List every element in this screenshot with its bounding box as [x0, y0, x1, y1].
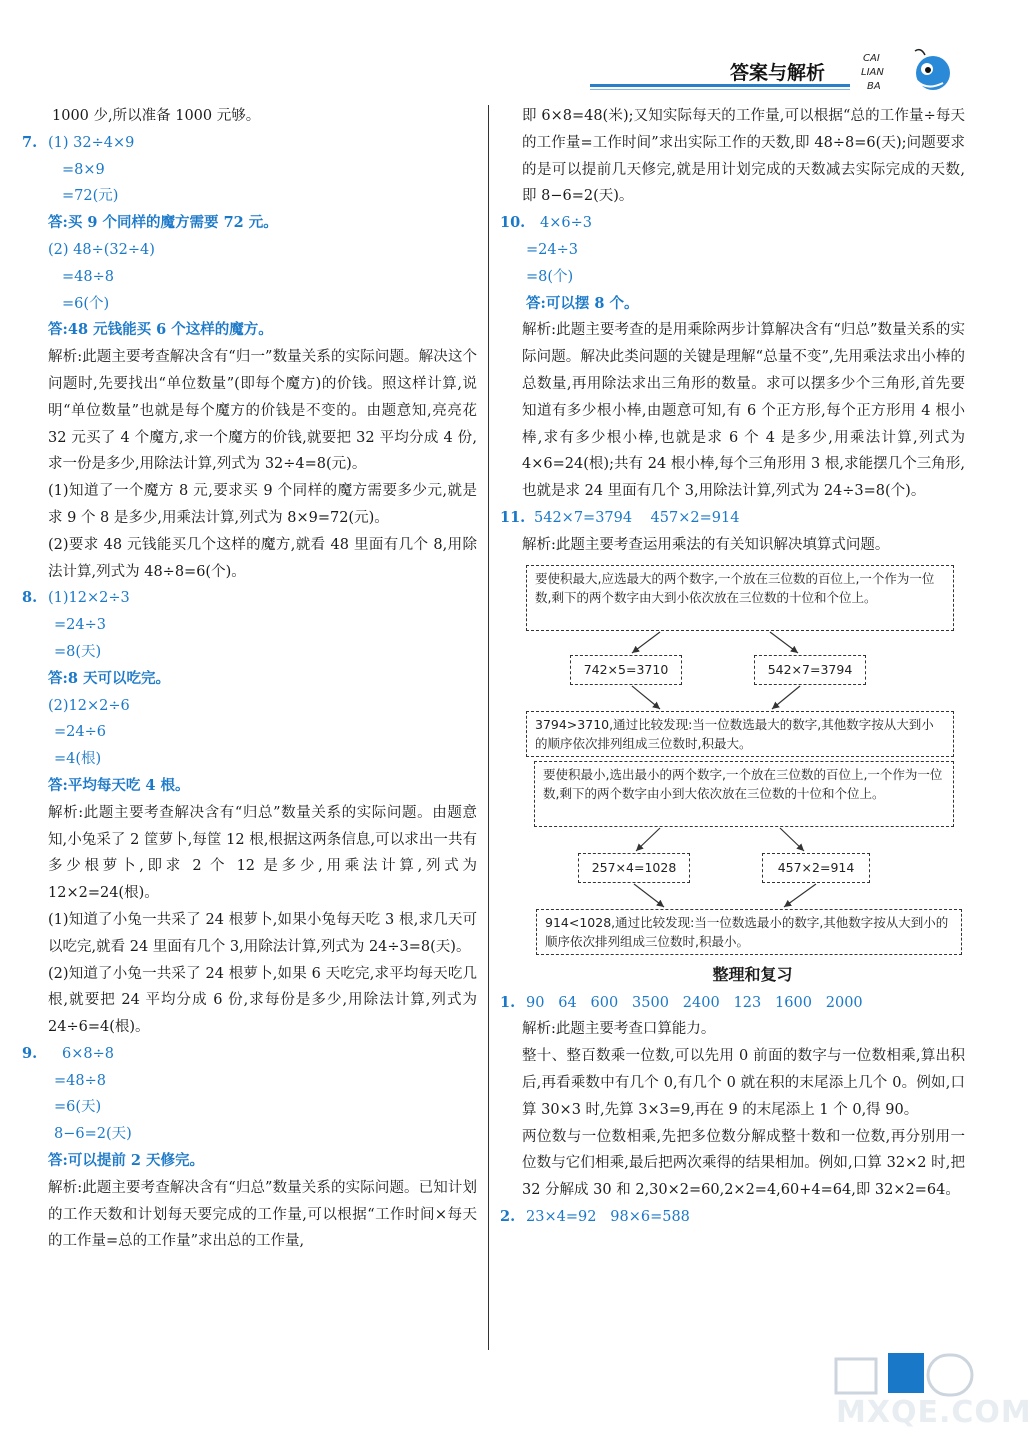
flow-box-max-result: 3794>3710,通过比较发现:当一位数选最大的数字,其他数字按从大到小的顺序依次排列组成三位数时,积最大。 [526, 711, 954, 757]
flow-box-742x5: 742×5=3710 [570, 655, 682, 685]
flow-box-max-rule: 要使积最大,应选最大的两个数字,一个放在三位数的百位上,一个作为一位数,剩下的两个数字由大到小依次放在三位数的十位和个位上。 [526, 565, 954, 631]
q8-analysis: 解析:此题主要考查解决含有“归总”数量关系的实际问题。由题意知,小兔采了 2 筐萝卜,每筐 12 根,根据这两条信息,可以求出一共有多少根萝卜,即求 2 个 12 是多少,用乘法计算,列式为 12×2=24(根)。 [48, 804, 477, 902]
text-line: 1000 少,所以准备 1000 元够。 [52, 108, 261, 124]
watermark-text: MXQE.COM [836, 1395, 1032, 1430]
q10-step: =8(个) [526, 268, 574, 285]
q10-answer: 答:可以摆 8 个。 [526, 294, 639, 312]
q8-step: =8(天) [54, 643, 102, 660]
review-q1-answer: 90 64 600 3500 2400 123 1600 2000 [526, 994, 863, 1011]
question-number-9: 9. [22, 1044, 38, 1062]
q10-expression: 4×6÷3 [540, 215, 592, 232]
q8-analysis-1: (1)知道了小兔一共采了 24 根萝卜,如果小兔每天吃 3 根,求几天可以吃完,就看 24 里面有几个 3,用除法计算,列式为 24÷3=8(天)。 [48, 911, 477, 955]
q9-step: =48÷8 [54, 1072, 106, 1089]
question-number-7: 7. [22, 133, 38, 151]
review-question-number-1: 1. [500, 993, 516, 1011]
q7-analysis-2: (2)要求 48 元钱能买几个这样的魔方,就看 48 里面有几个 8,用除法计算,列式为 48÷8=6(个)。 [48, 536, 477, 580]
q8-analysis-2: (2)知道了小兔一共采了 24 根萝卜,如果 6 天吃完,求平均每天吃几根,就要把 24 平均分成 6 份,求每份是多少,用除法计算,列式为 24÷6=4(根)。 [48, 965, 477, 1036]
left-column [22, 103, 477, 1255]
logo-text-1: CAI [863, 53, 880, 64]
q10-step: =24÷3 [526, 241, 578, 258]
flow-box-542x7: 542×7=3794 [754, 655, 866, 685]
q7-step: =8×9 [62, 161, 105, 178]
flow-box-457x2: 457×2=914 [762, 853, 870, 883]
right-column [500, 103, 965, 1231]
q8-step: =4(根) [54, 751, 102, 768]
flow-box-min-rule: 要使积最小,选出最小的两个数字,一个放在三位数的百位上,一个作为一位数,剩下的两个数字由小到大依次放在三位数的十位和个位上。 [534, 761, 954, 827]
q7-answer-2: 答:48 元钱能买 6 个这样的魔方。 [48, 321, 273, 339]
question-number-8: 8. [22, 589, 38, 607]
column-divider [488, 105, 489, 1350]
q10-analysis: 解析:此题主要考查的是用乘除两步计算解决含有“归总”数量关系的实际问题。解决此类问题的关键是理解“总量不变”,先用乘法求出小棒的总数量,再用除法求出三角形的数量。求可以摆多少个三角形,首先要知道有多少根小棒,由题意可知,有 6 个正方形,每个正方形用 4 根小棒,求有多少根小棒,也就是求 6 个 4 是多少,用乘法计算,列式为 4×6=24(根);共有 24 根小棒,每个三角形用 3 根,求能摆几个三角形,也就是求 24 里面有几个 3,用除法计算,列式为 24÷3=8(个)。 [522, 322, 965, 500]
logo-text-3: BA [867, 81, 881, 92]
page-header-title: 答案与解析 [730, 62, 826, 84]
q8-answer-1: 答:8 天可以吃完。 [48, 669, 170, 687]
q8-step: =24÷3 [54, 617, 106, 634]
cailianba-logo-icon [855, 45, 955, 105]
q7-answer-1: 答:买 9 个同样的魔方需要 72 元。 [48, 214, 278, 232]
q9-analysis-cont: 即 6×8=48(米);又知实际每天的工作量,可以根据“总的工作量÷每天的工作量=工作时间”求出实际工作的天数,即 48÷8=6(天);问题要求的是可以提前几天修完,就是用计划完成的天数减去实际完成的天数,即 8−6=2(天)。 [522, 108, 965, 205]
q9-analysis: 解析:此题主要考查解决含有“归总”数量关系的实际问题。已知计划的工作天数和计划每天要完成的工作量,可以根据“工作时间×每天的工作量=总的工作量”求出总的工作量, [48, 1179, 477, 1250]
review-question-number-2: 2. [500, 1207, 516, 1225]
header-rule-thin [590, 89, 850, 90]
review-q2-answer: 23×4=92 98×6=588 [526, 1208, 690, 1225]
q9-answer: 答:可以提前 2 天修完。 [48, 1152, 205, 1170]
review-q1-analysis: 解析:此题主要考查口算能力。 [522, 1021, 716, 1038]
q7-analysis: 解析:此题主要考查解决含有“归一”数量关系的实际问题。解决这个问题时,先要找出“单位数量”(即每个魔方)的价钱。照这样计算,说明“单位数量”也就是每个魔方的价钱是不变的。由题意知,亮亮花 32 元买了 4 个魔方,求一个魔方的价钱,就要把 32 平均分成 4 份,求一份是多少,用除法计算,列式为 32÷4=8(元)。 [48, 349, 477, 473]
review-q1-paragraph-2: 两位数与一位数相乘,先把多位数分解成整十数和一位数,再分别用一位数与它们相乘,最后把两次乘得的结果相加。例如,口算 32×2 时,把 32 分解成 30 和 2,30×2=60,2×2=4,60+4=64,即 32×2=64。 [522, 1128, 965, 1199]
q7-analysis-1: (1)知道了一个魔方 8 元,要求买 9 个同样的魔方需要多少元,就是求 9 个 8 是多少,用乘法计算,列式为 8×9=72(元)。 [48, 483, 477, 526]
q8-answer-2: 答:平均每天吃 4 根。 [48, 776, 190, 794]
question-number-10: 10. [500, 214, 526, 232]
q11-answer: 542×7=3794 457×2=914 [534, 509, 740, 526]
q7-expression-2: (2) 48÷(32÷4) [48, 241, 155, 258]
q7-expression: (1) 32÷4×9 [48, 134, 135, 151]
q8-expression: (1)12×2÷3 [48, 590, 130, 607]
logo-text-2: LIAN [861, 67, 884, 78]
section-title: 整理和复习 [712, 964, 793, 984]
header-rule [590, 84, 850, 87]
flow-arrows-icon [500, 565, 970, 960]
q8-expression-2: (2)12×2÷6 [48, 697, 130, 714]
review-q1-paragraph-1: 整十、整百数乘一位数,可以先用 0 前面的数字与一位数相乘,算出积后,再看乘数中有几个 0,有几个 0 就在积的末尾添上几个 0。例如,口算 30×3 时,先算 3×3=9,再在 9 的末尾添上 1 个 0,得 90。 [522, 1048, 965, 1118]
q7-step: =72(元) [62, 188, 119, 205]
q7-step: =6(个) [62, 295, 110, 312]
q9-expression: 6×8÷8 [62, 1045, 114, 1062]
q11-flowchart [500, 565, 965, 960]
q9-step: 8−6=2(天) [54, 1126, 132, 1143]
flow-box-min-result: 914<1028,通过比较发现:当一位数选最小的数字,其他数字按从大到小的顺序依次排列组成三位数时,积最小。 [536, 909, 962, 955]
q7-step: =48÷8 [62, 268, 114, 285]
flow-box-257x4: 257×4=1028 [578, 853, 690, 883]
question-number-11: 11. [500, 508, 526, 526]
q11-analysis: 解析:此题主要考查运用乘法的有关知识解决填算式问题。 [522, 536, 890, 553]
q8-step: =24÷6 [54, 724, 106, 741]
q9-step: =6(天) [54, 1099, 102, 1116]
